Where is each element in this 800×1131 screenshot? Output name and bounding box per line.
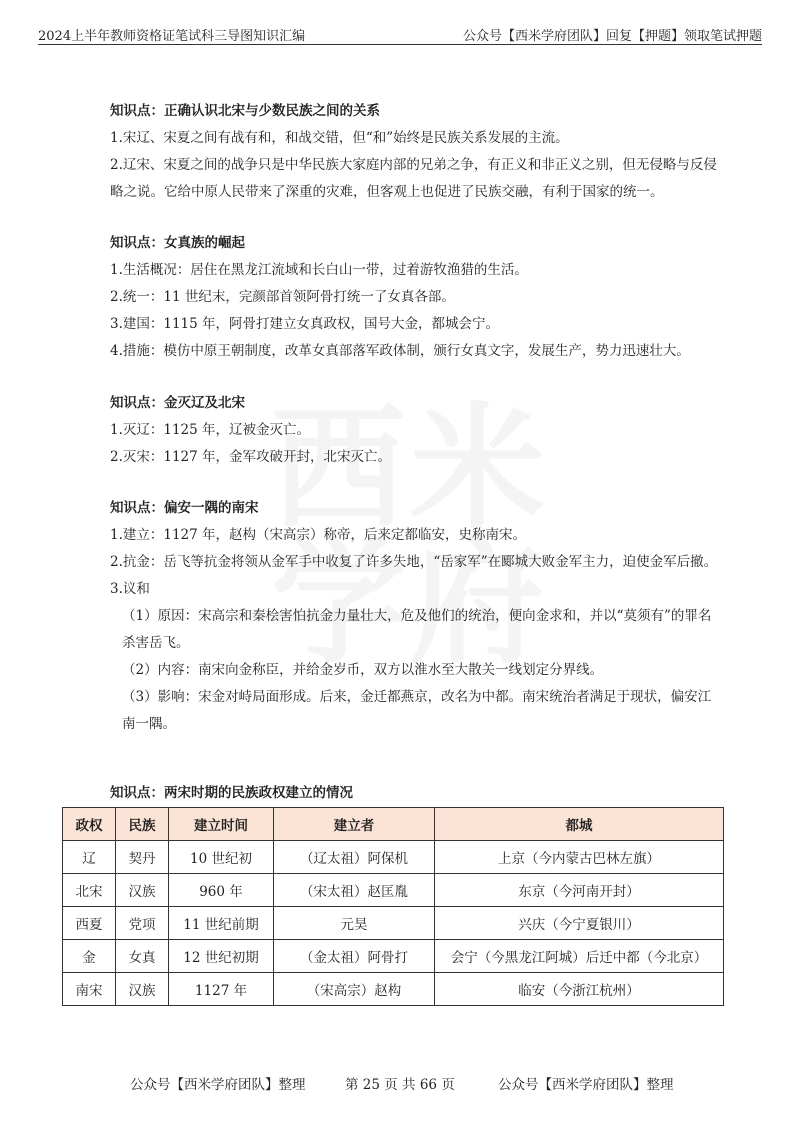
- table-cell: 临安（今浙江杭州）: [435, 973, 724, 1006]
- header-cell: 建立者: [274, 808, 435, 841]
- section-southern-song: [110, 495, 720, 738]
- table-header-row: [63, 808, 724, 841]
- paragraph: （2）内容：南宋向金称臣，并给金岁币，双方以淮水至大散关一线划定分界线。: [122, 662, 604, 678]
- paragraph: 1.生活概况：居住在黑龙江流域和长白山一带，过着游牧渔猎的生活。: [110, 262, 528, 278]
- header-promo: 公众号【西米学府团队】回复【押题】领取笔试押题: [462, 29, 762, 44]
- table-cell: 汉族: [116, 973, 169, 1006]
- paragraph: （3）影响：宋金对峙局面形成。后来，金迁都燕京，改名为中都。南宋统治者满足于现状，偏安江南一隅。: [122, 689, 712, 732]
- header-cell: 建立时间: [169, 808, 274, 841]
- paragraph: 3.议和: [110, 581, 150, 597]
- section-title: 知识点：偏安一隅的南宋: [110, 500, 259, 516]
- table-cell: 女真: [116, 940, 169, 973]
- section-jurchen-rise: [110, 230, 720, 365]
- header-cell: 民族: [116, 808, 169, 841]
- table-row: [63, 841, 724, 874]
- table-cell: 960 年: [169, 874, 274, 907]
- table-cell: 汉族: [116, 874, 169, 907]
- paragraph: 2.灭宋：1127 年，金军攻破开封，北宋灭亡。: [110, 449, 392, 465]
- paragraph: 4.措施：模仿中原王朝制度，改革女真部落军政体制，颁行女真文字，发展生产，势力迅速壮大。: [110, 343, 690, 359]
- table-cell: 元昊: [274, 907, 435, 940]
- regimes-table: [62, 807, 724, 1006]
- paragraph: （1）原因：宋高宗和秦桧害怕抗金力量壮大，危及他们的统治，便向金求和，并以“莫须有”的罪名杀害岳飞。: [122, 608, 712, 651]
- table-row: [63, 973, 724, 1006]
- table-cell: （金太祖）阿骨打: [274, 940, 435, 973]
- table-cell: （宋高宗）赵构: [274, 973, 435, 1006]
- footer-right: 公众号【西米学府团队】整理: [498, 1077, 674, 1093]
- paragraph: 1.灭辽：1125 年，辽被金灭亡。: [110, 422, 311, 438]
- section-title: 知识点：金灭辽及北宋: [110, 395, 245, 411]
- table-cell: 党项: [116, 907, 169, 940]
- table-cell: 兴庆（今宁夏银川）: [435, 907, 724, 940]
- table-cell: 1127 年: [169, 973, 274, 1006]
- table-cell: 东京（今河南开封）: [435, 874, 724, 907]
- table-cell: 辽: [63, 841, 116, 874]
- table-cell: 南宋: [63, 973, 116, 1006]
- table-cell: （宋太祖）赵匡胤: [274, 874, 435, 907]
- table-cell: （辽太祖）阿保机: [274, 841, 435, 874]
- section-regimes: [110, 780, 720, 807]
- table-cell: 金: [63, 940, 116, 973]
- table-cell: 11 世纪前期: [169, 907, 274, 940]
- table-cell: 西夏: [63, 907, 116, 940]
- page-header: [38, 22, 762, 45]
- table-cell: 上京（今内蒙古巴林左旗）: [435, 841, 724, 874]
- paragraph: 2.抗金：岳飞等抗金将领从金军手中收复了许多失地，“岳家军”在郾城大败金军主力，迫使金军后撤。: [110, 554, 718, 570]
- table-cell: 10 世纪初: [169, 841, 274, 874]
- paragraph: 2.辽宋、宋夏之间的战争只是中华民族大家庭内部的兄弟之争，有正义和非正义之别，但无侵略与反侵略之说。它给中原人民带来了深重的灾难，但客观上也促进了民族交融，有利于国家的统一。: [110, 157, 717, 200]
- section-title: 知识点：两宋时期的民族政权建立的情况: [110, 785, 353, 801]
- table-cell: 北宋: [63, 874, 116, 907]
- section-jin-conquest: [110, 390, 720, 471]
- section-title: 知识点：女真族的崛起: [110, 235, 245, 251]
- paragraph: 1.建立：1127 年，赵构（宋高宗）称帝，后来定都临安，史称南宋。: [110, 527, 527, 543]
- header-cell: 都城: [435, 808, 724, 841]
- paragraph: 3.建国：1115 年，阿骨打建立女真政权，国号大金，都城会宁。: [110, 316, 500, 332]
- table-cell: 12 世纪初期: [169, 940, 274, 973]
- table-cell: 契丹: [116, 841, 169, 874]
- footer-left: 公众号【西米学府团队】整理: [130, 1077, 306, 1093]
- table-cell: 会宁（今黑龙江阿城）后迁中都（今北京）: [435, 940, 724, 973]
- section-title: 知识点：正确认识北宋与少数民族之间的关系: [110, 103, 380, 119]
- table-row: [63, 874, 724, 907]
- section-song-minority-relations: [110, 98, 720, 206]
- table-row: [63, 940, 724, 973]
- page-number: 第 25 页 共 66 页: [345, 1077, 455, 1093]
- header-cell: 政权: [63, 808, 116, 841]
- header-title: 2024上半年教师资格证笔试科三导图知识汇编: [38, 29, 306, 44]
- table-row: [63, 907, 724, 940]
- paragraph: 2.统一：11 世纪末，完颜部首领阿骨打统一了女真各部。: [110, 289, 455, 305]
- paragraph: 1.宋辽、宋夏之间有战有和，和战交错，但“和”始终是民族关系发展的主流。: [110, 130, 569, 146]
